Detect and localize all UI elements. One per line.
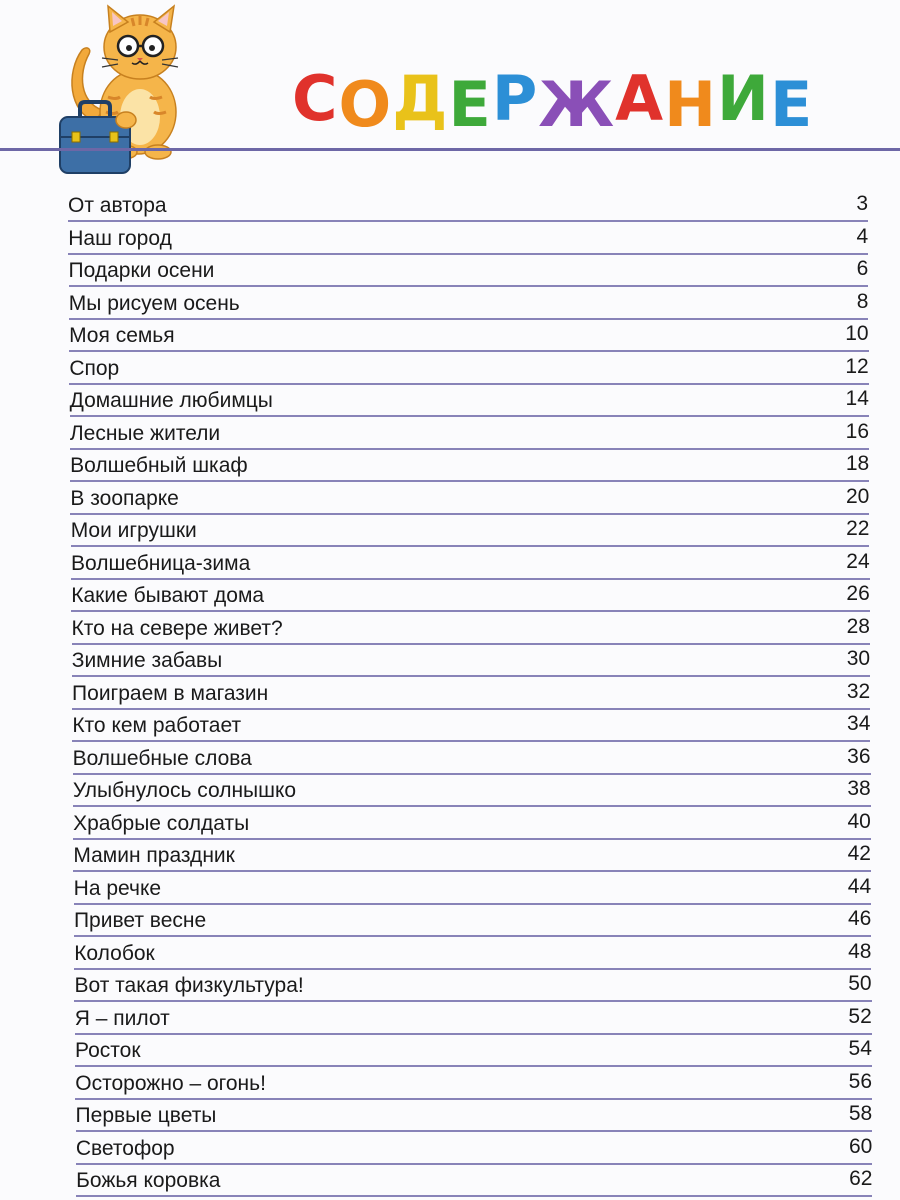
toc-row[interactable] [69, 253, 869, 287]
toc-row[interactable] [72, 676, 870, 710]
toc-entry-title: Храбрые солдаты [73, 811, 250, 835]
toc-entry-page: 16 [845, 419, 870, 443]
toc-entry-page: 40 [847, 809, 871, 833]
toc-entry-page: 42 [847, 842, 871, 865]
toc-row[interactable] [75, 1033, 872, 1067]
toc-row[interactable] [71, 578, 870, 612]
title-letter: С [292, 62, 339, 135]
toc-entry-title: В зоопарке [70, 486, 179, 510]
toc-entry-title: Поиграем в магазин [72, 681, 269, 705]
toc-entry-page: 34 [847, 712, 871, 735]
toc-row[interactable] [73, 773, 871, 807]
toc-entry-page: 10 [845, 322, 869, 345]
toc-entry-title: Моя семья [69, 324, 175, 347]
title-letter: А [615, 62, 665, 135]
toc-row[interactable] [70, 448, 869, 482]
toc-row[interactable] [70, 416, 869, 450]
toc-entry-page: 6 [856, 257, 869, 280]
title-letter: И [717, 62, 770, 135]
toc-entry-page: 26 [846, 582, 870, 605]
toc-entry-page: 14 [845, 387, 869, 410]
toc-entry-title: Осторожно – огонь! [75, 1071, 266, 1095]
toc-entry-page: 20 [845, 484, 870, 508]
toc-entry-page: 3 [856, 192, 868, 215]
toc-entry-title: Мы рисуем осень [68, 291, 240, 315]
toc-entry-page: 62 [849, 1167, 873, 1190]
toc-row[interactable] [73, 838, 871, 872]
title-letter: Е [448, 68, 492, 141]
title-letter: Ж [538, 68, 616, 141]
toc-row[interactable] [74, 968, 871, 1002]
toc-entry-title: Улыбнулось солнышко [72, 779, 297, 802]
toc-entry-title: Я – пилот [74, 1006, 170, 1030]
toc-row[interactable] [76, 1131, 873, 1165]
toc-row[interactable] [76, 1163, 872, 1197]
toc-row[interactable] [69, 286, 869, 320]
toc-row[interactable] [71, 513, 870, 547]
toc-entry-page: 18 [845, 452, 870, 475]
toc-row[interactable] [74, 903, 871, 937]
toc-entry-title: Кто кем работает [72, 714, 242, 737]
toc-entry-title: Мои игрушки [70, 519, 197, 542]
toc-entry-page: 12 [845, 354, 869, 378]
title-letter: О [338, 68, 393, 141]
toc-entry-page: 56 [848, 1069, 873, 1093]
toc-row[interactable] [75, 1001, 872, 1035]
toc-entry-title: Мамин праздник [73, 844, 235, 867]
toc-entry-title: Зимние забавы [71, 649, 223, 672]
toc-row[interactable] [73, 741, 871, 775]
toc-row[interactable] [72, 643, 870, 677]
toc-entry-page: 24 [846, 549, 870, 573]
toc-entry-title: Наш город [68, 226, 172, 250]
toc-entry-title: Светофор [75, 1136, 175, 1160]
toc-entry-title: Колобок [74, 941, 155, 965]
toc-entry-title: Лесные жители [69, 421, 221, 445]
toc-row[interactable] [76, 1098, 873, 1132]
toc-entry-title: От автора [68, 194, 167, 217]
toc-entry-page: 52 [848, 1004, 872, 1028]
toc-entry-title: Волшебница-зима [70, 551, 251, 575]
toc-entry-title: Божья коровка [76, 1169, 221, 1192]
title-letter: Н [664, 68, 718, 141]
toc-entry-title: Спор [69, 356, 120, 380]
toc-entry-page: 22 [846, 517, 870, 540]
toc-row[interactable] [74, 871, 871, 905]
toc-entry-page: 38 [847, 777, 871, 800]
toc-row[interactable] [68, 221, 868, 255]
toc-entry-page: 32 [846, 679, 871, 703]
toc-entry-page: 4 [856, 224, 869, 248]
toc-entry-title: Первые цветы [75, 1104, 217, 1127]
toc-entry-page: 60 [848, 1134, 873, 1158]
toc-entry-page: 8 [856, 289, 869, 313]
toc-entry-title: Волшебные слова [72, 746, 252, 770]
toc-entry-title: Кто на севере живет? [71, 616, 283, 640]
toc-row[interactable] [69, 351, 868, 385]
title-letter: Р [491, 62, 539, 135]
toc-entry-page: 44 [847, 874, 872, 898]
toc-row[interactable] [73, 806, 871, 840]
toc-entry-title: На речке [73, 876, 162, 900]
toc-row[interactable] [72, 611, 870, 645]
toc-row[interactable] [68, 188, 868, 222]
toc-entry-page: 54 [848, 1037, 872, 1060]
toc-entry-page: 46 [847, 907, 872, 930]
toc-row[interactable] [75, 1066, 872, 1100]
toc-entry-title: Подарки осени [68, 259, 215, 282]
toc-row[interactable] [72, 708, 870, 742]
toc-row[interactable] [70, 481, 869, 515]
title-letter: Д [392, 62, 449, 135]
toc-entry-page: 28 [846, 614, 870, 638]
toc-entry-page: 36 [847, 744, 871, 768]
toc-entry-title: Росток [75, 1039, 141, 1062]
toc-row[interactable] [69, 318, 869, 352]
toc-entry-title: Вот такая физкультура! [74, 974, 304, 997]
toc-entry-title: Какие бывают дома [71, 584, 265, 607]
toc-entry-page: 48 [848, 939, 872, 963]
toc-row[interactable] [74, 936, 871, 970]
toc-entry-page: 30 [846, 647, 871, 670]
toc-entry-title: Привет весне [73, 909, 207, 932]
title-letter: Е [769, 68, 814, 141]
toc-entry-page: 58 [848, 1102, 873, 1125]
toc-entry-title: Домашние любимцы [69, 389, 273, 412]
toc-row[interactable] [70, 383, 869, 417]
toc-row[interactable] [71, 546, 870, 580]
toc-entry-page: 50 [848, 972, 872, 995]
toc-entry-title: Волшебный шкаф [70, 454, 248, 477]
